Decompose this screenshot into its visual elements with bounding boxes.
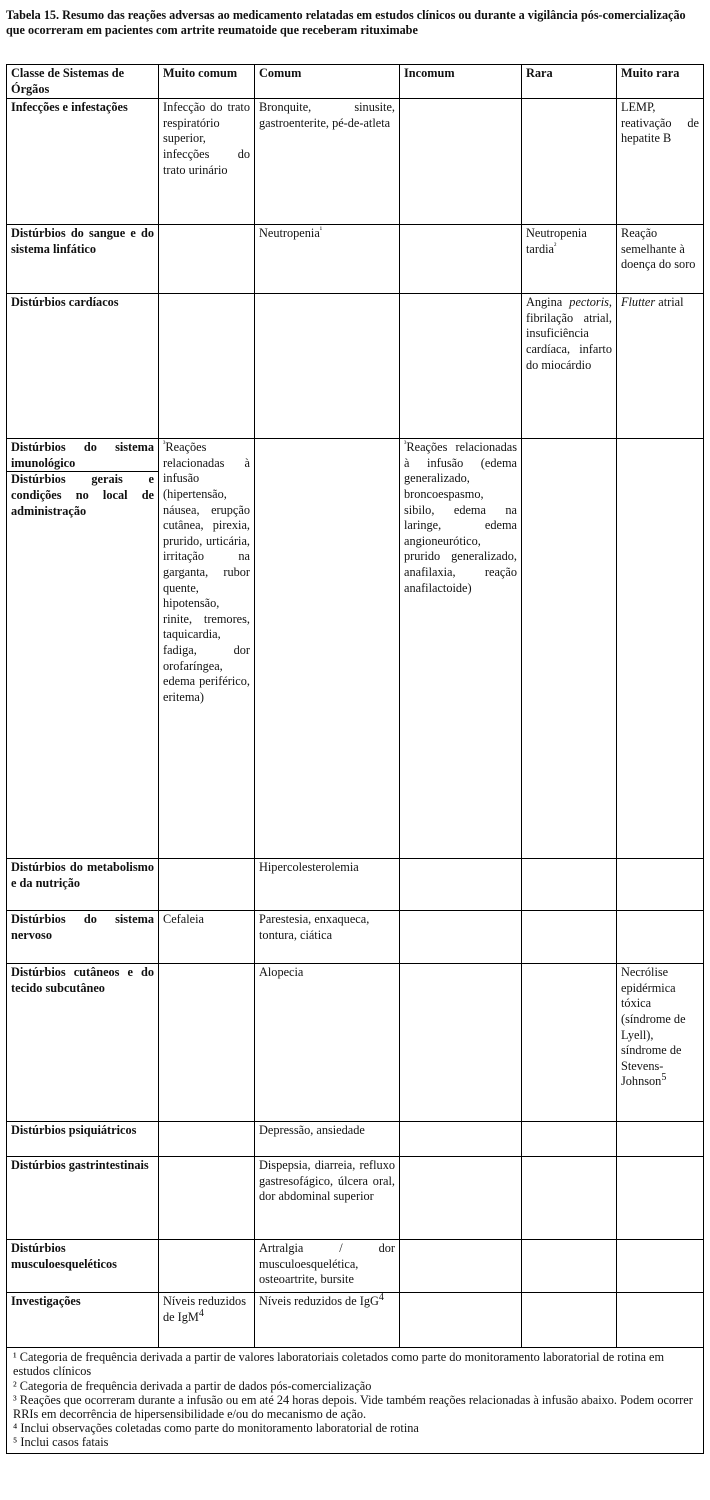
row-class-skin: Distúrbios cutâneos e do tecido subcutâneo xyxy=(7,964,159,1122)
cell-rare xyxy=(522,294,617,439)
cell-very-rare xyxy=(617,439,704,859)
cell-very-common-text: Níveis reduzidos de IgM xyxy=(163,1294,246,1324)
table-row xyxy=(7,1240,704,1293)
footnote-4 xyxy=(13,1421,697,1435)
cell-very-rare xyxy=(617,1157,704,1240)
cell-rare xyxy=(522,859,617,911)
cell-very-common xyxy=(159,859,255,911)
row-class-cardiac: Distúrbios cardíacos xyxy=(7,294,159,439)
cell-common: Alopecia xyxy=(255,964,400,1122)
cell-common: Parestesia, enxaqueca, tontura, ciática xyxy=(255,911,400,964)
cell-uncommon xyxy=(400,225,522,294)
table-row xyxy=(7,859,704,911)
table-row xyxy=(7,1293,704,1348)
footnote-mark: ⁴ xyxy=(13,1421,18,1436)
cell-uncommon xyxy=(400,1293,522,1348)
table-row xyxy=(7,225,704,294)
cell-uncommon xyxy=(400,859,522,911)
cell-common xyxy=(255,294,400,439)
footnotes xyxy=(7,1348,704,1453)
row-class-metabolism: Distúrbios do metabolismo e da nutrição xyxy=(7,859,159,911)
cell-very-rare xyxy=(617,294,704,439)
cell-common xyxy=(255,1293,400,1348)
cell-rare xyxy=(522,225,617,294)
cell-common: Hipercolesterolemia xyxy=(255,859,400,911)
cell-common: Depressão, ansiedade xyxy=(255,1122,400,1157)
cell-rare xyxy=(522,964,617,1122)
header-system-class: Classe de Sistemas de Órgãos xyxy=(7,65,159,99)
row-class-blood: Distúrbios do sangue e do sistema linfático xyxy=(7,225,159,294)
footnote-text: Categoria de frequência derivada a partir de dados pós-comercialização xyxy=(19,1378,372,1393)
cell-very-common-text: Reações relacionadas à infusão (hipertensão, náusea, erupção cutânea, pirexia, prurido, urticária, irritação na garganta, rubor quente, hipotensão, rinite, tremores, taquicardia, fadiga, dor orofaríngea, edema periférico, eritema) xyxy=(163,440,250,704)
cell-very-rare-text: Necrólise epidérmica tóxica (síndrome de Lyell), síndrome de Stevens-Johnson xyxy=(621,965,686,1089)
footnote-mark: ² xyxy=(13,1378,17,1393)
footnote-text: Inclui casos fatais xyxy=(20,1435,109,1450)
row-class-infections: Infecções e infestações xyxy=(7,99,159,225)
footnote-text: Inclui observações coletadas como parte do monitoramento laboratorial de rotina xyxy=(20,1421,419,1436)
footnote-5 xyxy=(13,1435,697,1449)
cell-very-common: Infecção do trato respiratório superior, infecções do trato urinário xyxy=(159,99,255,225)
footnotes-row xyxy=(7,1348,704,1453)
row-class-psychiatric: Distúrbios psiquiátricos xyxy=(7,1122,159,1157)
cell-common: Artralgia / dor musculoesquelética, osteoartrite, bursite xyxy=(255,1240,400,1293)
cell-very-rare xyxy=(617,1122,704,1157)
cell-very-common xyxy=(159,225,255,294)
footnote-1 xyxy=(13,1350,697,1378)
footnote-mark: ³ xyxy=(13,1392,17,1407)
cell-very-rare xyxy=(617,1240,704,1293)
cell-very-common xyxy=(159,1293,255,1348)
footnote-ref: 5 xyxy=(661,1072,667,1084)
cell-common: Dispepsia, diarreia, refluxo gastresofágico, úlcera oral, dor abdominal superior xyxy=(255,1157,400,1240)
cell-very-rare xyxy=(617,964,704,1122)
cell-very-common xyxy=(159,1157,255,1240)
cell-uncommon xyxy=(400,964,522,1122)
cell-common-text: Neutropenia xyxy=(259,226,320,241)
footnote-mark: ⁵ xyxy=(13,1435,18,1450)
cell-uncommon xyxy=(400,294,522,439)
header-very-rare: Muito rara xyxy=(617,65,704,99)
cell-very-common xyxy=(159,1240,255,1293)
row-class-immune-a: Distúrbios do sistema imunológico xyxy=(11,440,154,470)
table-row xyxy=(7,911,704,964)
table-row xyxy=(7,439,704,859)
cell-very-rare: LEMP, reativação de hepatite B xyxy=(617,99,704,225)
header-row xyxy=(7,65,704,99)
table-row xyxy=(7,294,704,439)
cell-uncommon xyxy=(400,1122,522,1157)
cell-common-text: Níveis reduzidos de IgG xyxy=(259,1294,379,1309)
footnote-ref: 4 xyxy=(378,1292,384,1304)
cell-rare xyxy=(522,1240,617,1293)
cell-very-rare-italic: Flutter xyxy=(621,295,656,310)
cell-uncommon xyxy=(400,99,522,225)
row-class-immune xyxy=(7,439,159,859)
cell-rare xyxy=(522,99,617,225)
row-class-investigations: Investigações xyxy=(7,1293,159,1348)
header-uncommon: Incomum xyxy=(400,65,522,99)
table-row xyxy=(7,99,704,225)
cell-very-common xyxy=(159,294,255,439)
cell-uncommon xyxy=(400,1157,522,1240)
cell-uncommon-text: Reações relacionadas à infusão (edema generalizado, broncoespasmo, sibilo, edema na laringe, edema angioneurótico, prurido generalizado, anafilaxia, reação anafilactoide) xyxy=(404,440,517,595)
cell-rare-text: Neutropenia tardia xyxy=(526,226,587,256)
footnote-2 xyxy=(13,1379,697,1393)
cell-common xyxy=(255,439,400,859)
cell-uncommon xyxy=(400,439,522,859)
cell-common: Bronquite, sinusite, gastroenterite, pé-de-atleta xyxy=(255,99,400,225)
footnote-ref: ³ xyxy=(163,439,166,449)
header-rare: Rara xyxy=(522,65,617,99)
table-row xyxy=(7,1157,704,1240)
cell-uncommon xyxy=(400,911,522,964)
cell-very-common: Cefaleia xyxy=(159,911,255,964)
cell-rare-text-c: , fibrilação atrial, insuficiência cardíaca, infarto do miocárdio xyxy=(526,295,612,372)
cell-very-rare-text: atrial xyxy=(658,295,684,310)
cell-very-common xyxy=(159,964,255,1122)
cell-very-common xyxy=(159,439,255,859)
footnote-ref: ³ xyxy=(404,439,407,449)
table-caption: Tabela 15. Resumo das reações adversas ao medicamento relatadas em estudos clínicos ou durante a vigilância pós-comercialização que ocorreram em pacientes com artrite reumatoide que receberam rituximabe xyxy=(6,8,686,37)
row-class-nervous: Distúrbios do sistema nervoso xyxy=(7,911,159,964)
footnote-mark: ¹ xyxy=(13,1350,17,1365)
row-class-immune-b: Distúrbios gerais e condições no local de administração xyxy=(7,471,158,519)
cell-rare xyxy=(522,1122,617,1157)
footnote-text: Categoria de frequência derivada a partir de valores laboratoriais coletados como parte do monitoramento laboratorial de rotina em estudos clínicos xyxy=(13,1350,665,1379)
footnote-ref: ² xyxy=(554,240,557,250)
row-class-musculo: Distúrbios musculoesqueléticos xyxy=(7,1240,159,1293)
cell-common xyxy=(255,225,400,294)
cell-very-rare: Reação semelhante à doença do soro xyxy=(617,225,704,294)
table-row xyxy=(7,964,704,1122)
footnote-ref: 4 xyxy=(198,1307,204,1319)
header-common: Comum xyxy=(255,65,400,99)
table-row xyxy=(7,1122,704,1157)
cell-rare-text-a: Angina xyxy=(526,295,563,310)
footnote-ref: ¹ xyxy=(319,225,323,235)
adverse-reactions-table xyxy=(6,64,704,1454)
row-class-gastro: Distúrbios gastrintestinais xyxy=(7,1157,159,1240)
cell-very-common xyxy=(159,1122,255,1157)
footnote-text: Reações que ocorreram durante a infusão ou em até 24 horas depois. Vide também reações relacionadas à infusão abaixo. Podem ocorrer RRIs em decorrência de hipersensibilidade e/ou do mecanismo de ação. xyxy=(13,1392,693,1421)
cell-rare xyxy=(522,1157,617,1240)
footnote-3 xyxy=(13,1393,697,1421)
cell-very-rare xyxy=(617,911,704,964)
cell-rare xyxy=(522,1293,617,1348)
cell-uncommon xyxy=(400,1240,522,1293)
header-very-common: Muito comum xyxy=(159,65,255,99)
cell-very-rare xyxy=(617,1293,704,1348)
cell-rare-text-italic: pectoris xyxy=(569,295,609,310)
cell-rare xyxy=(522,911,617,964)
cell-rare xyxy=(522,439,617,859)
cell-very-rare xyxy=(617,859,704,911)
